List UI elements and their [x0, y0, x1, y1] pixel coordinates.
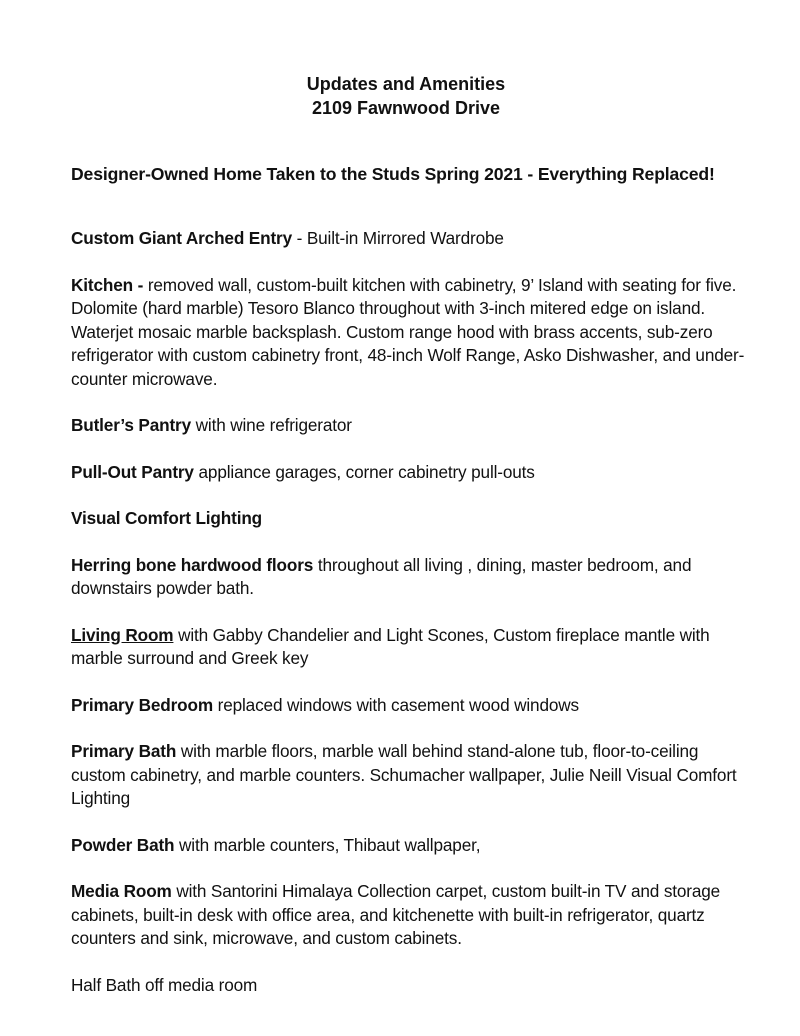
section-text: with Gabby Chandelier and Light Scones, Custom fireplace mantle with marble surround and Greek key	[71, 624, 710, 669]
document-title-block	[61, 72, 751, 120]
section-text: throughout all living , dining, master bedroom, and downstairs powder bath.	[71, 554, 692, 599]
section-primary-bath	[71, 740, 751, 811]
closing-note: Half Bath off media room	[71, 974, 258, 995]
section-media-room	[71, 880, 751, 951]
section-separator: -	[292, 228, 307, 249]
section-arched-entry	[71, 227, 751, 251]
section-label: Media Room	[71, 881, 172, 902]
section-label: Pull-Out Pantry	[71, 461, 194, 482]
section-label: Primary Bath	[71, 741, 177, 762]
section-visual-comfort-lighting	[71, 507, 751, 531]
headline: Designer-Owned Home Taken to the Studs Spring 2021 - Everything Replaced!	[71, 163, 715, 184]
section-label: Herring bone hardwood floors	[71, 554, 314, 575]
section-text: Built-in Mirrored Wardrobe	[306, 228, 504, 249]
section-label: Custom Giant Arched Entry	[71, 228, 292, 249]
section-label: Powder Bath	[71, 834, 175, 855]
section-label: Visual Comfort Lighting	[71, 508, 263, 529]
section-label: Butler’s Pantry	[71, 415, 192, 436]
document-page	[71, 72, 751, 997]
section-kitchen	[71, 274, 751, 392]
section-pull-out-pantry	[71, 461, 751, 485]
section-text: with marble floors, marble wall behind stand-alone tub, floor-to-ceiling custom cabinetry, and marble counters. Schumacher wallpaper, Julie Neill Visual Comfort Lighting	[71, 741, 737, 809]
section-label: Living Room	[71, 624, 174, 645]
section-hardwood-floors	[71, 554, 751, 601]
section-label: Primary Bedroom	[71, 694, 213, 715]
section-text: with wine refrigerator	[195, 415, 352, 436]
section-text: appliance garages, corner cabinetry pull-outs	[198, 461, 535, 482]
document-title: Updates and Amenities	[306, 74, 506, 94]
section-label: Kitchen -	[71, 274, 144, 295]
section-text: with Santorini Himalaya Collection carpet, custom built-in TV and storage cabinets, built-in desk with office area, and kitchenette with built-in refrigerator, quartz counters and sink, microwave, and custom cabinets.	[71, 881, 721, 949]
section-butlers-pantry	[71, 414, 751, 438]
section-text: with marble counters, Thibaut wallpaper,	[179, 834, 481, 855]
section-powder-bath	[71, 834, 751, 858]
property-address: 2109 Fawnwood Drive	[311, 98, 501, 118]
section-primary-bedroom	[71, 694, 751, 718]
section-living-room	[71, 624, 751, 671]
section-text: replaced windows with casement wood windows	[217, 694, 579, 715]
section-text: removed wall, custom-built kitchen with cabinetry, 9’ Island with seating for five. Dolomite (hard marble) Tesoro Blanco throughout with 3-inch mitered edge on island. Waterjet mosaic marble backsplash. Custom range hood with brass accents, sub-zero refrigerator with custom cabinetry front, 48-inch Wolf Range, Asko Dishwasher, and under-counter microwave.	[71, 274, 745, 389]
